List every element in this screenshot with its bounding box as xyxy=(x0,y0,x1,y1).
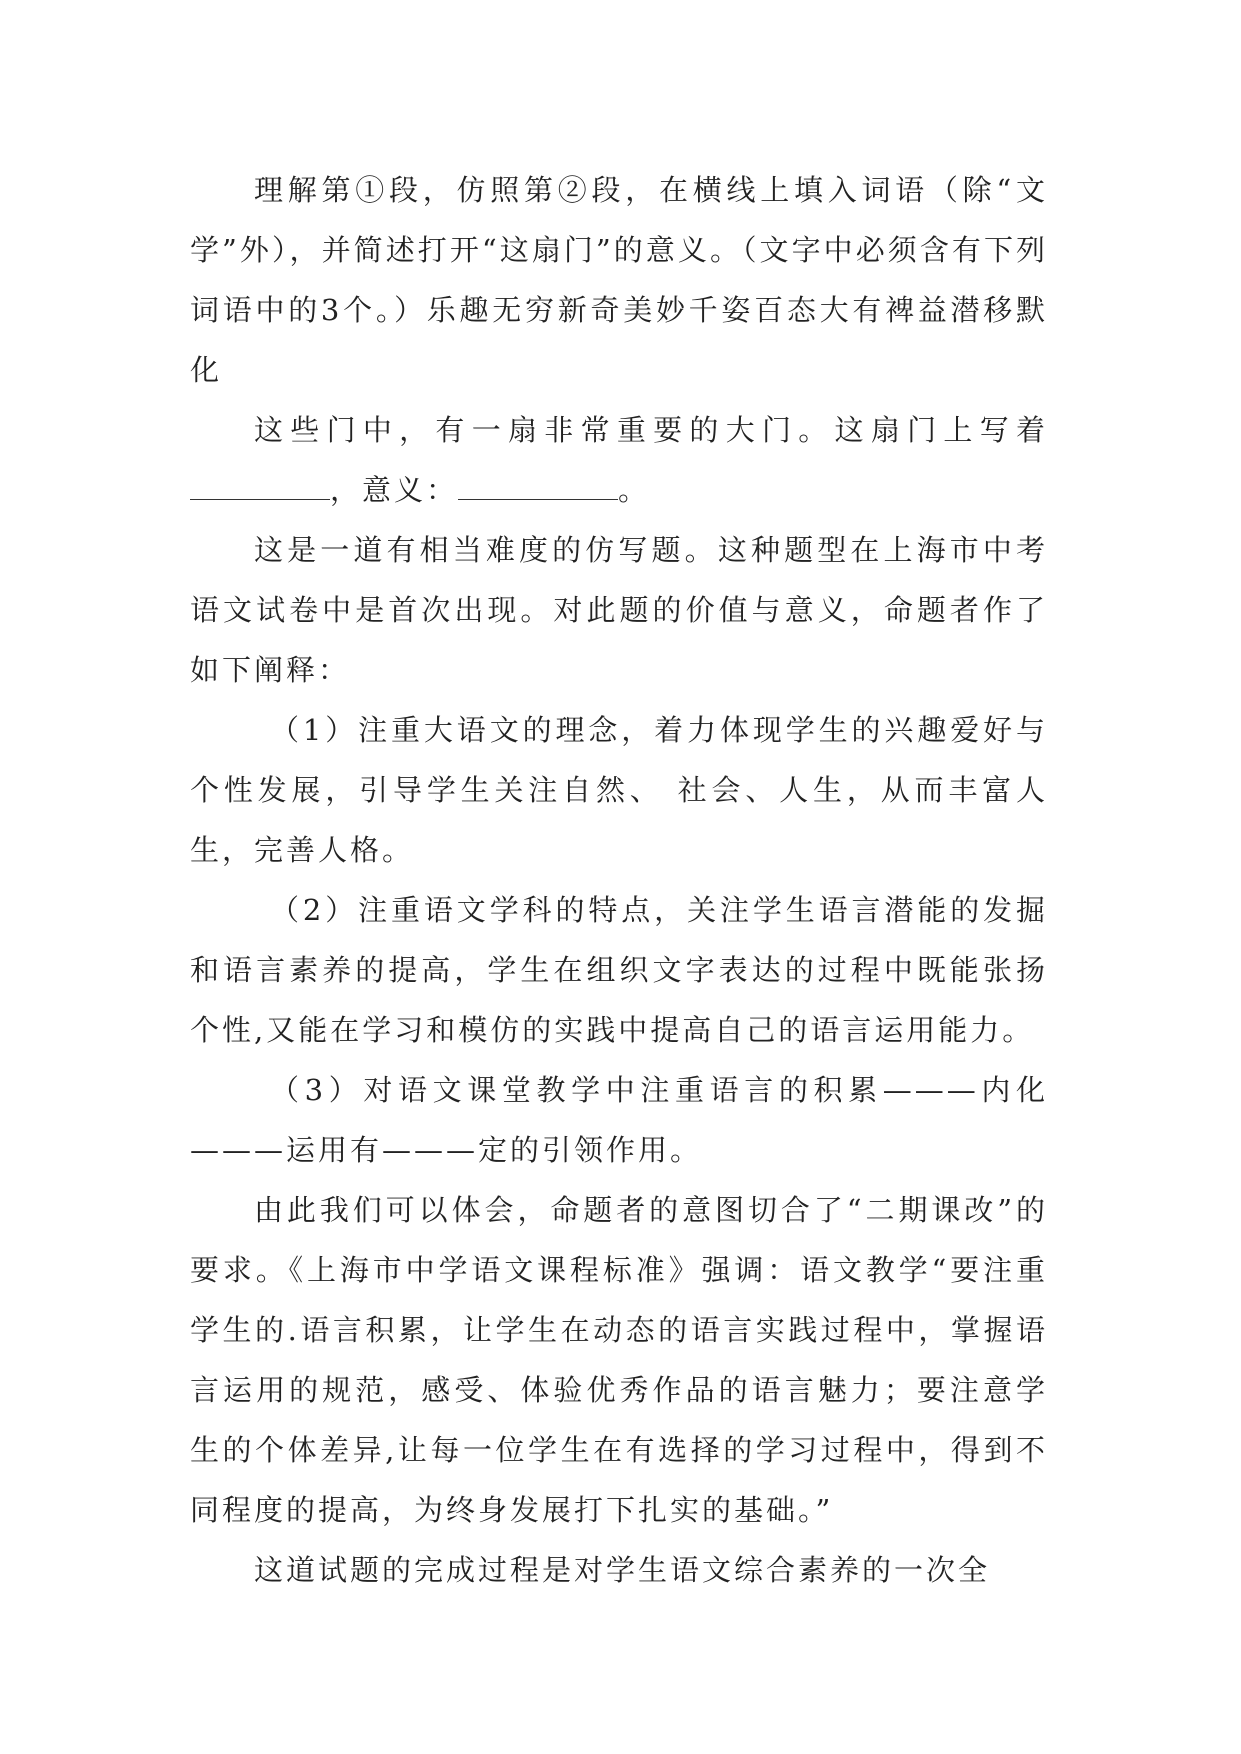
paragraph-point-1: （1）注重大语文的理念，着力体现学生的兴趣爱好与个性发展，引导学生关注自然、 社会、人生，从而丰富人生，完善人格。 xyxy=(190,713,1048,867)
answer-blank-word xyxy=(190,469,330,500)
paragraph-conclusion: 这道试题的完成过程是对学生语文综合素养的一次全 xyxy=(254,1553,991,1587)
paragraph-point-2: （2）注重语文学科的特点，关注学生语言潜能的发掘和语言素养的提高，学生在组织文字表达的过程中既能张扬个性,又能在学习和模仿的实践中提高自己的语言运用能力。 xyxy=(190,893,1048,1047)
paragraph-question: 理解第①段，仿照第②段，在横线上填入词语（除“文学”外），并简述打开“这扇门”的意义。（文字中必须含有下列词语中的3个。）乐趣无穷新奇美妙千姿百态大有裨益潜移默化 xyxy=(190,173,1048,387)
paragraph-point-3: （3）对语文课堂教学中注重语言的积累———内化———运用有———定的引领作用。 xyxy=(190,1073,1048,1167)
document-body xyxy=(190,160,1048,1600)
answer-blank-meaning xyxy=(458,469,618,500)
fill-in-end: 。 xyxy=(618,473,651,507)
fill-in-prompt: 这些门中，有一扇非常重要的大门。这扇门上写着 xyxy=(254,413,1048,447)
paragraph-intro: 这是一道有相当难度的仿写题。这种题型在上海市中考语文试卷中是首次出现。对此题的价值与意义，命题者作了如下阐释： xyxy=(190,533,1048,687)
paragraph-fill-in xyxy=(190,400,1048,520)
paragraph-analysis: 由此我们可以体会，命题者的意图切合了“二期课改”的要求。《上海市中学语文课程标准》强调：语文教学“要注重学生的.语言积累，让学生在动态的语言实践过程中，掌握语言运用的规范，感受、体验优秀作品的语言魅力；要注意学生的个体差异,让每一位学生在有选择的学习过程中，得到不同程度的提高，为终身发展打下扎实的基础。” xyxy=(190,1193,1048,1527)
fill-in-meaning-label: ，意义： xyxy=(330,473,459,507)
